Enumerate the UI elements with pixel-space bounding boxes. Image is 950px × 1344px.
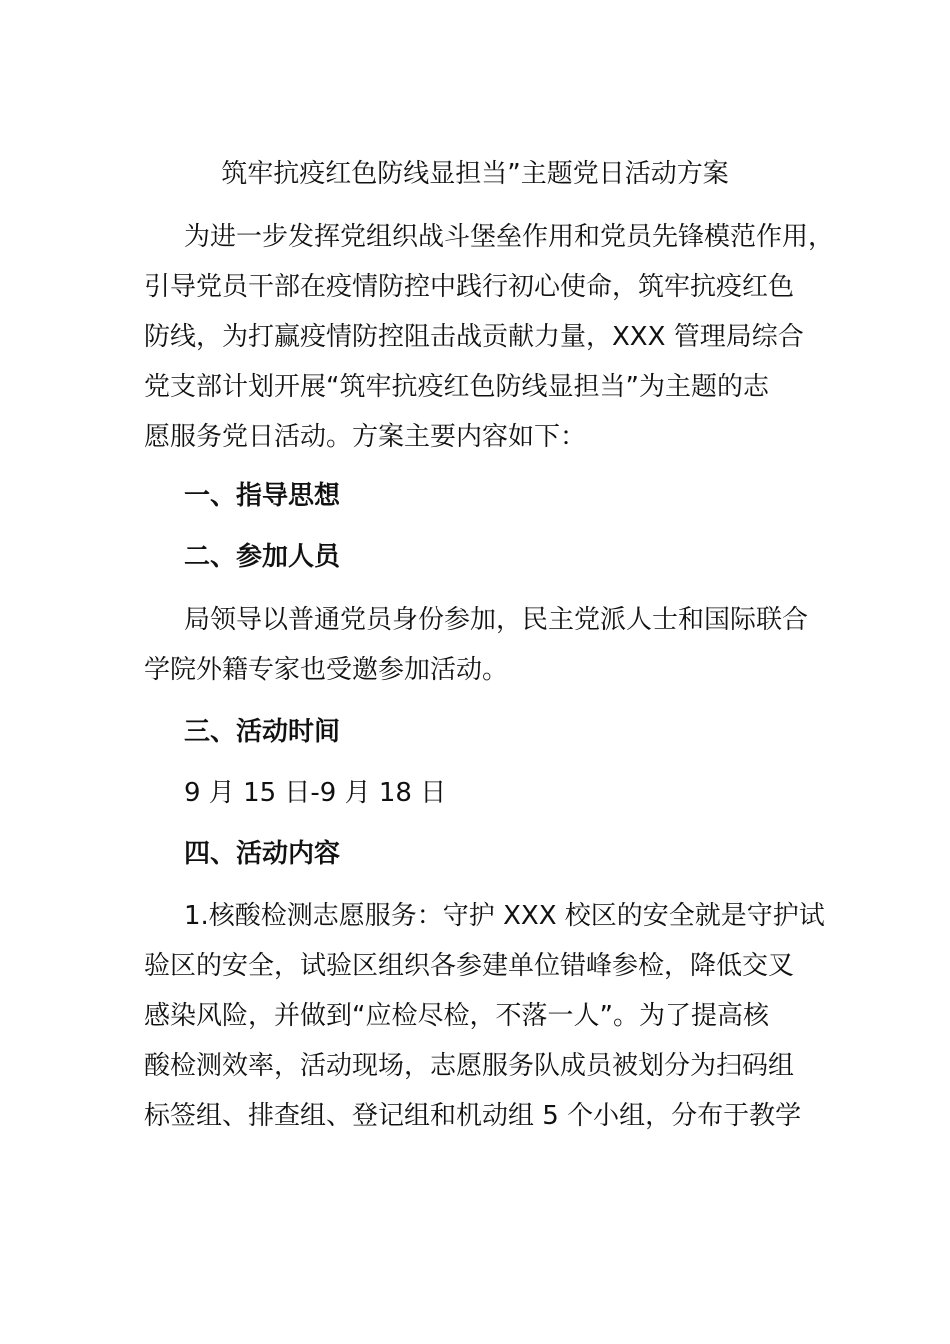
section-heading: 二、参加人员 [184, 542, 341, 572]
activity-dates: 9 月 15 日-9 月 18 日 [184, 778, 447, 808]
section-heading: 一、指导思想 [184, 481, 341, 511]
paragraph-line: 感染风险，并做到“应检尽检，不落一人”。为了提高核 [144, 1001, 769, 1031]
participants-paragraph [144, 595, 814, 695]
paragraph-line: 验区的安全，试验区组织各参建单位错峰参检，降低交叉 [144, 951, 795, 981]
activity-content-paragraph [144, 891, 825, 1141]
intro-paragraph [144, 212, 835, 462]
section-participants [144, 532, 814, 582]
intro-line: 愿服务党日活动。方案主要内容如下： [144, 422, 587, 452]
paragraph-line: 酸检测效率，活动现场，志愿服务队成员被划分为扫码组 [144, 1051, 795, 1081]
paragraph-line: 1.核酸检测志愿服务：守护 XXX 校区的安全就是守护试 [184, 901, 825, 931]
section-guiding-ideology [144, 471, 814, 521]
paragraph-line: 局领导以普通党员身份参加，民主党派人士和国际联合 [184, 605, 809, 635]
document-title: 筑牢抗疫红色防线显担当”主题党日活动方案 [221, 159, 729, 189]
activity-time-paragraph [144, 768, 814, 818]
paragraph-line: 学院外籍专家也受邀参加活动。 [144, 655, 509, 685]
intro-line: 引导党员干部在疫情防控中践行初心使命，筑牢抗疫红色 [144, 272, 795, 302]
section-heading: 四、活动内容 [184, 839, 341, 869]
intro-line: 党支部计划开展“筑牢抗疫红色防线显担当”为主题的志 [144, 372, 769, 402]
paragraph-line: 标签组、排查组、登记组和机动组 5 个小组，分布于教学 [144, 1101, 802, 1131]
section-activity-content [144, 829, 814, 879]
section-heading: 三、活动时间 [184, 717, 341, 747]
intro-line: 为进一步发挥党组织战斗堡垒作用和党员先锋模范作用， [184, 222, 835, 252]
intro-line: 防线，为打赢疫情防控阻击战贡献力量，XXX 管理局综合 [144, 322, 804, 352]
section-activity-time [144, 707, 814, 757]
